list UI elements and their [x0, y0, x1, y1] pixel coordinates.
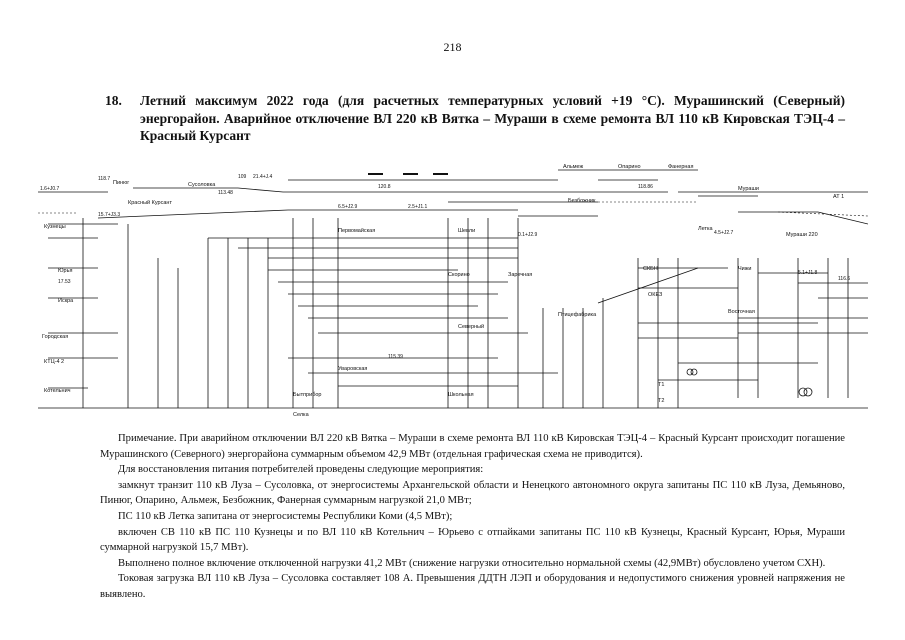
note-block: [100, 431, 845, 603]
label-uvarovskaya: Уваровская: [338, 366, 368, 372]
section-number: 18.: [105, 93, 122, 108]
label-gorodskaya: Городская: [42, 334, 69, 340]
value-12: 120.8: [378, 184, 391, 190]
value-11: 118.7: [98, 176, 111, 182]
label-selka: Селка: [293, 412, 309, 418]
label-susolovka: Сусоловка: [188, 182, 216, 188]
value-3: 109: [238, 174, 247, 180]
label-pervomaiskaya: Первомайская: [338, 228, 376, 234]
value-6: 6.5+J2.9: [338, 204, 358, 210]
label-at1: АТ 1: [833, 194, 845, 200]
label-oparino: Опарино: [618, 164, 641, 170]
note-paragraph: включен СВ 110 кВ ПС 110 Кузнецы и по ВЛ 110 кВ Котельнич – Юрьево с отпайками запитаны ПС 110 кВ Кузнецы, Красный Курсант, Юрья, Мураши суммарной нагрузкой 15,7 МВт).: [100, 526, 845, 554]
label-severny: Северный: [458, 324, 485, 330]
value-8: 0.1+J2.9: [518, 232, 538, 238]
label-bytpribor: Бытприбор: [293, 392, 322, 398]
label-almezh: Альмеж: [563, 164, 584, 170]
value-7: 2.5+J1.1: [408, 204, 428, 210]
label-murashi: Мураши: [738, 186, 759, 192]
value-9: 4.5+J2.7: [714, 230, 734, 236]
label-skbn: СКБН: [643, 266, 658, 272]
note-paragraph: замкнут транзит 110 кВ Луза – Сусоловка, от энергосистемы Архангельской области и Ненецкого автономного округа запитаны ПС 110 кВ Луза, Демьяново, Пинюг, Опарино, Альмеж, Безбожник, Фанерная суммарным нагрузкой 21,0 МВт;: [100, 479, 845, 507]
label-vostochnaya: Восточная: [728, 309, 755, 315]
note-paragraph: Токовая загрузка ВЛ 110 кВ Луза – Сусоловка составляет 108 А. Превышения ДДТН ЛЭП и оборудования и недопустимого снижения уровней напряжения не выявлено.: [100, 573, 845, 600]
value-4: 21.4+J.4: [253, 174, 273, 180]
label-kotelnich: Котельнич: [44, 388, 71, 394]
value-10: 5.1+J1.8: [798, 270, 818, 276]
value-2: 15.7+J3.3: [98, 212, 121, 218]
label-iskra: Искра: [58, 298, 74, 304]
label-letka: Летка: [698, 226, 713, 232]
page-number: 218: [443, 40, 462, 54]
label-fanernaya: Фанерная: [668, 164, 694, 170]
value-14: 115.39: [388, 354, 403, 360]
label-yurya: Юрья: [58, 268, 73, 274]
note-paragraph: Примечание. При аварийном отключении ВЛ 220 кВ Вятка – Мураши в схеме ремонта ВЛ 110 кВ Кировская ТЭЦ-4 – Красный Курсант происходит погашение Мурашинского (Северного) энергорайона суммарным объемом 42,9 МВт (отдельная графическая схема не приводится).: [100, 433, 845, 460]
label-chizhi: Чижи: [738, 266, 752, 272]
label-skorino: Скорино: [448, 272, 470, 278]
label-ktts: КТЦ-4 2: [44, 359, 65, 365]
label-pinyug: Пинюг: [113, 180, 130, 186]
value-15: 118.86: [638, 184, 653, 190]
label-ptitsefabrika: Птицефабрика: [558, 312, 597, 318]
label-shkolnaya: Школьная: [448, 392, 474, 398]
value-5: 113.48: [218, 190, 233, 196]
section-title: Летний максимум 2022 года (для расчетных температурных условий +19 °С). Мурашинский (Северный) энергорайон. Аварийное отключение ВЛ 220 кВ Вятка – Мураши в схеме ремонта ВЛ 110 кВ Кировская ТЭЦ-4 – Красный Курсант: [140, 93, 845, 143]
label-t1: Т1: [658, 382, 665, 388]
label-oke: ОКЕЗ: [648, 292, 663, 298]
label-murashi-220: Мураши 220: [786, 232, 818, 238]
label-bezbozhnik: Безбожник: [568, 198, 596, 204]
label-shevli: Шевли: [458, 228, 476, 234]
label-t2: Т2: [658, 398, 665, 404]
note-paragraph: Для восстановления питания потребителей проведены следующие мероприятия:: [118, 464, 484, 476]
section-heading: [105, 92, 845, 145]
power-grid-diagram: [38, 158, 868, 420]
value-1: 1.6+J0.7: [40, 186, 60, 192]
label-krasny-kursant: Красный Курсант: [128, 200, 172, 206]
label-kuznetsy: Кузнецы: [44, 224, 66, 230]
note-paragraph: ПС 110 кВ Летка запитана от энергосистемы Республики Коми (4,5 МВт);: [118, 510, 453, 522]
value-13: 17.53: [58, 279, 71, 285]
note-paragraph: Выполнено полное включение отключенной нагрузки 41,2 МВт (снижение нагрузки относительно нормальной схемы (42,9МВт) обусловлено учетом СХН).: [118, 557, 826, 569]
label-zarechnaya: Заречная: [508, 272, 533, 278]
value-16: 116.6: [838, 276, 851, 282]
